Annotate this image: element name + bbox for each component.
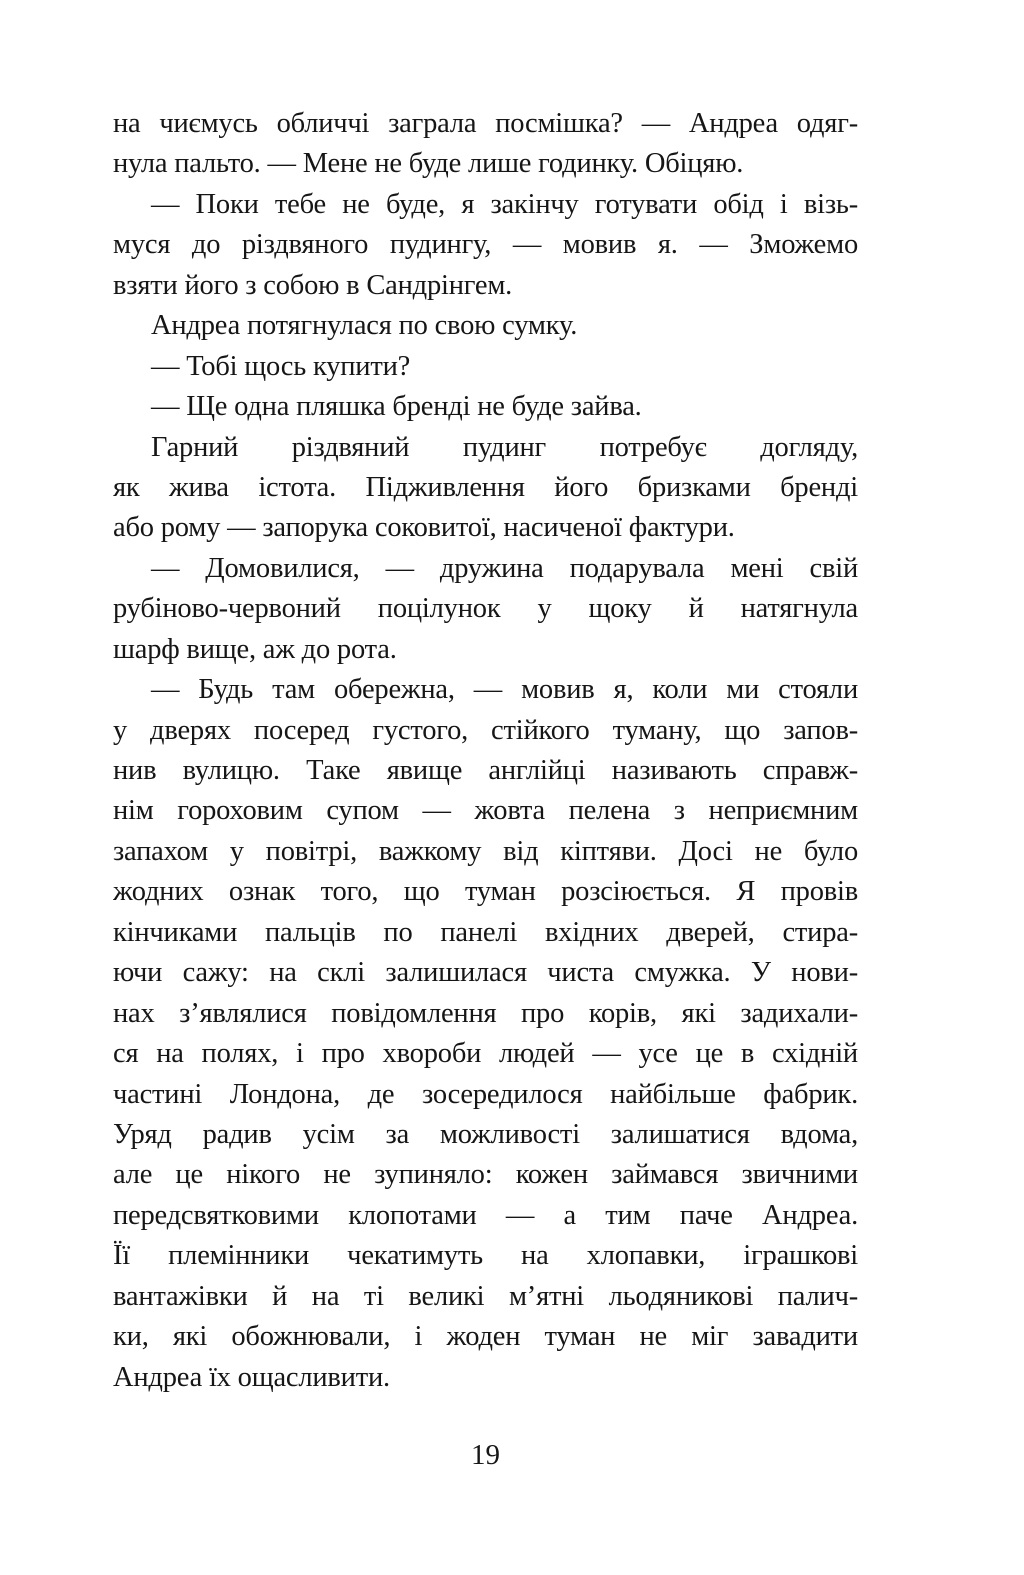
page-number: 19 [471,1439,500,1471]
text-line: жодних ознак того, що туман розсіюється. Я провів [113,876,858,908]
text-line: або рому — запорука соковитої, насиченої фактури. [113,512,735,544]
text-line: ючи сажу: на склі залишилася чиста смужка. У нови- [113,957,858,989]
text-line: у дверях посеред густого, стійкого туману, що запов- [113,714,858,746]
text-line: — Домовилися, — дружина подарувала мені свій [151,552,858,584]
text-line: — Поки тебе не буде, я закінчу готувати обід і візь- [151,188,858,220]
text-line: передсвятковими клопотами — а тим паче Андреа. [113,1199,858,1231]
text-line: Гарний різдвяний пудинг потребує догляду, [151,431,858,463]
text-line: як жива істота. Підживлення його бризками бренді [113,471,858,503]
page-text-block [113,104,858,1398]
text-line: Андреа потягнулася по свою сумку. [151,310,578,342]
text-line: шарф вище, аж до рота. [113,633,397,665]
text-line: частині Лондона, де зосередилося найбільше фабрик. [113,1078,858,1110]
text-line: взяти його з собою в Сандрінгем. [113,269,513,301]
text-line: — Будь там обережна, — мовив я, коли ми стояли [151,674,858,706]
text-line: нах з’являлися повідомлення про корів, які задихали- [113,997,858,1029]
text-line: вантажівки й на ті великі м’ятні льодяникові палич- [113,1280,858,1312]
text-line: ся на полях, і про хвороби людей — усе це в східній [113,1038,858,1070]
text-line: кінчиками пальців по панелі вхідних дверей, стира- [113,916,858,948]
text-line: нула пальто. — Мене не буде лише годинку. Обіцяю. [113,148,744,180]
text-line: нив вулицю. Таке явище англійці називають справж- [113,755,858,786]
text-line: рубіново-червоний поцілунок у щоку й натягнула [113,593,858,625]
text-line: муся до різдвяного пудингу, — мовив я. — Зможемо [113,229,858,261]
text-line: Уряд радив усім за можливості залишатися вдома, [113,1118,858,1150]
text-line: — Тобі щось купити? [151,350,411,382]
text-line: — Ще одна пляшка бренді не буде зайва. [151,391,642,423]
text-line: запахом у повітрі, важкому від кіптяви. Досі не було [113,835,858,867]
text-line: але це нікого не зупиняло: кожен займався звичними [113,1159,858,1191]
text-line: нім гороховим супом — жовта пелена з неприємним [113,795,858,827]
text-line: на чиємусь обличчі заграла посмішка? — Андреа одяг- [113,108,858,139]
text-line: Її племінники чекатимуть на хлопавки, іграшкові [113,1240,858,1272]
text-line: ки, які обожнювали, і жоден туман не міг завадити [113,1321,858,1353]
text-line: Андреа їх ощасливити. [113,1361,390,1393]
